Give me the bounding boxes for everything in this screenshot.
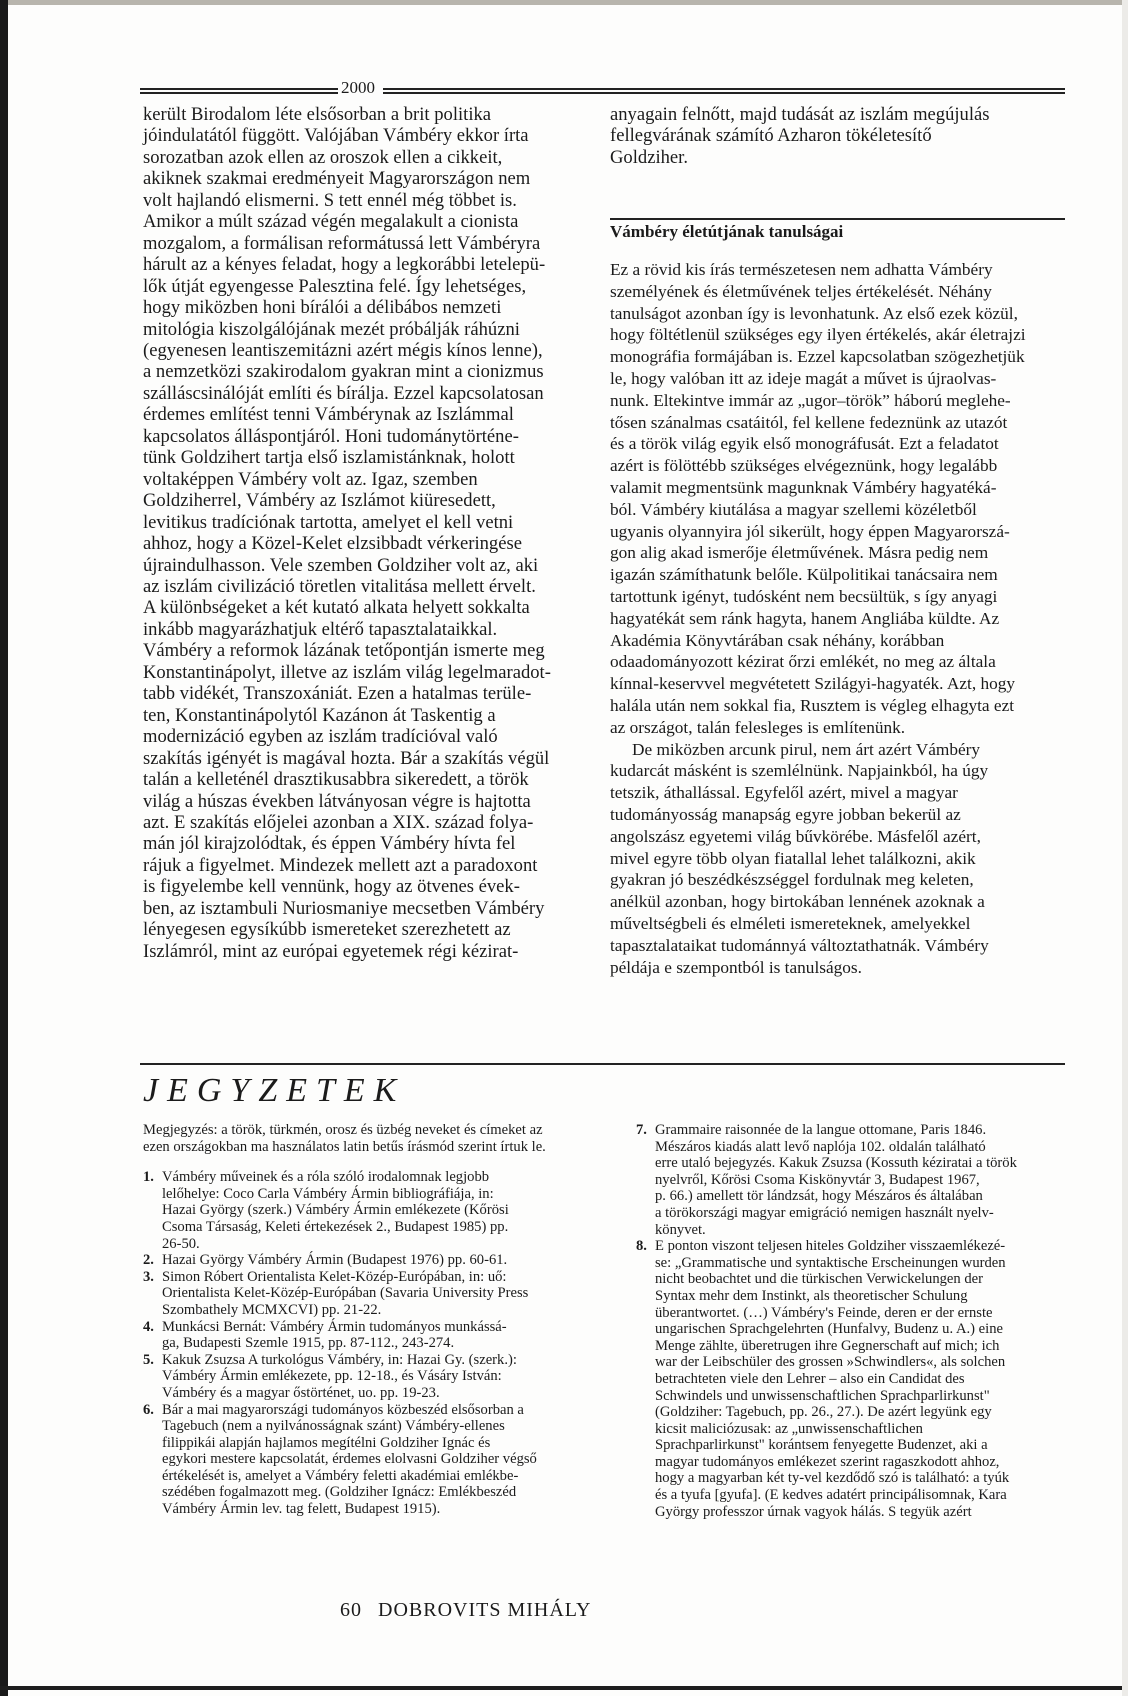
footnote-line: E ponton viszont teljesen hiteles Goldziher visszaemlékezé- — [655, 1238, 1006, 1255]
text-line: személyének és életművének teljes értékelését. Néhány — [610, 281, 992, 301]
author-name: DOBROVITS MIHÁLY — [378, 1599, 592, 1621]
scan-edge-left — [0, 0, 8, 1696]
text-line: inkább magyarázhatjuk eltérő tapasztalataikkal. — [143, 618, 498, 640]
text-line: és a török világ egyik első monográfusát. Ezt a feladatot — [610, 434, 999, 454]
text-line: valamit megmentsünk magunknak Vámbéry hagyatéká- — [610, 477, 997, 497]
footnote-line: ungarischen Sprachgelehrten (Hunfalvy, Budenz u. A.) eine — [655, 1321, 1003, 1338]
remark-line: ezen országokban ma használatos latin betűs írásmód szerint írtuk le. — [143, 1138, 546, 1155]
text-line: példája e szempontból is tanulságos. — [610, 957, 862, 977]
text-line: monográfia formájában is. Ezzel kapcsolatban szögezhetjük — [610, 347, 1025, 367]
text-line: tetszik, áthallással. Egyfelől azért, mivel a magyar — [610, 783, 958, 803]
text-line: hárult az a kényes feladat, hogy a legkorábbi letelepü- — [143, 254, 546, 276]
text-line: Konstantinápolyt, illetve az iszlám világ legelmaradot- — [143, 661, 551, 683]
text-line: tősen szánalmas csatáitól, fel kellene fedeznünk az utazót — [610, 412, 1008, 432]
paragraph-2 — [610, 739, 1040, 979]
footnote-line: Vámbéry Ármin emlékezete, pp. 12-18., és Vásáry István: — [162, 1368, 502, 1385]
footnote-number: 4. — [143, 1318, 154, 1335]
text-line: sorozatban azok ellen az oroszok ellen a cikkeit, — [143, 146, 503, 168]
scan-edge-right — [1122, 0, 1128, 1696]
text-line: A különbségeket a két kutató alkata helyett sokkalta — [143, 597, 530, 619]
footnote-item — [143, 1269, 546, 1319]
text-line: (egyenesen leantiszemitázni azért mégis kínos lenne), — [143, 339, 543, 361]
text-line: az iszlám civilizáció töretlen vitalitása mellett érvelt. — [143, 575, 536, 597]
footnote-line: Syntax mehr dem Instinkt, als theoretischer Schulung — [655, 1287, 968, 1304]
text-line: akiknek szakmai eredményeit Magyarországon nem — [143, 168, 531, 190]
footnote-line: filippikái alapján hajlamos megítélni Goldziher Ignác és — [162, 1434, 491, 1451]
footnote-item — [143, 1352, 546, 1402]
footnote-line: war der Leibschüler des grossen »Schwindlers«, als solchen — [655, 1354, 1006, 1371]
footnote-item — [143, 1402, 546, 1518]
running-head — [140, 78, 1065, 104]
footnote-number: 1. — [143, 1169, 154, 1186]
notes-right-column — [636, 1122, 1017, 1520]
footnote-line: betrachteten viele den Lehrer – also ein Candidat des — [655, 1370, 965, 1387]
text-line: Akadémia Könyvtárában csak néhány, korábban — [610, 630, 945, 650]
text-line: hogy föltétlenül szükséges egy ilyen értékelés, akár életrajzi — [610, 325, 1026, 345]
section-heading: Vámbéry életútjának tanulságai — [610, 222, 844, 241]
text-line: az országot, talán felesleges is említenünk. — [610, 717, 906, 737]
text-line: ugyanis olyannyira jól sikerült, hogy éppen Magyarorszá- — [610, 521, 1010, 541]
text-line: Ez a rövid kis írás természetesen nem adhatta Vámbéry — [610, 260, 993, 279]
text-line: a nemzetközi szakirodalom gyakran mint a cionizmus — [143, 361, 544, 383]
footnote-line: Hazai György Vámbéry Ármin (Budapest 1976) pp. 60-61. — [162, 1252, 508, 1269]
text-line: talán a kelleténél drasztikusabbra sikeredett, a török — [143, 769, 529, 791]
footnote-line: hogy a magyarban két ty-vel kezdődő szó is található: a tyúk — [655, 1470, 1010, 1487]
footnote-line: magyar tudományos emlékezet szerint ragaszkodott ahhoz, — [655, 1453, 1000, 1470]
footnote-line: ga, Budapesti Szemle 1915, pp. 87-112., 243-274. — [162, 1335, 455, 1352]
notes-left-column — [143, 1122, 546, 1518]
text-line: modernizáció egyben az iszlám tradícióval való — [143, 726, 498, 748]
text-line: azt. E szakítás előjelei azonban a XIX. század folya- — [143, 811, 534, 833]
text-line: szakítás igényét is magával hozta. Bár a szakítás végül — [143, 747, 550, 769]
scan-edge-top — [8, 0, 1128, 5]
footnote-line: nicht beobachtet und die türkischen Verwickelungen der — [655, 1271, 983, 1288]
footnote-line: Mészáros kiadás alatt levő naplója 102. oldalán található — [655, 1138, 986, 1155]
text-line: odaadományozott kézirat őrzi emlékét, no meg az általa — [610, 652, 996, 672]
text-line: Vámbéry a reformok lázának tetőpontján ismerte meg — [143, 640, 545, 662]
running-head-rule-right — [383, 88, 1065, 94]
page-number: 60 — [340, 1599, 362, 1621]
text-line: mán jól kirajzolódtak, és éppen Vámbéry hívta fel — [143, 833, 516, 855]
footnote-line: könyvet. — [655, 1221, 706, 1238]
text-line: igazán számíthatunk belőle. Külpolitikai tanácsaira nem — [610, 565, 998, 585]
section-rule — [610, 218, 1065, 220]
text-line: tünk Goldzihert tartja első iszlamistánknak, holott — [143, 447, 515, 469]
text-line: Iszlámról, mint az európai egyetemek régi kézirat- — [143, 940, 519, 962]
text-line: újraindulhasson. Vele szemben Goldziher volt az, aki — [143, 554, 539, 576]
footnote-line: szédében fogalmazott meg. (Goldziher Ignácz: Emlékbeszéd — [162, 1484, 517, 1501]
text-line: kapcsolatos álláspontjáról. Honi tudománytörténe- — [143, 425, 519, 447]
text-line: ten, Konstantinápolytól Kazánon át Taskentig a — [143, 704, 496, 726]
text-line: mivel egyre több olyan fiatallal lehet találkozni, akik — [610, 848, 976, 868]
footnote-line: 26-50. — [162, 1235, 200, 1252]
footnote-line: és a tyufa [gyufa]. (E kedves adatért principálisomnak, Kara — [655, 1487, 1007, 1504]
footnote-number: 7. — [636, 1122, 647, 1138]
right-column — [610, 104, 1040, 168]
text-line: Amikor a múlt század végén megalakult a cionista — [143, 211, 519, 233]
text-line: tanulságot azonban így is levonhatunk. Az első ezek közül, — [610, 303, 1018, 323]
text-line: érdemes említést tenni Vámbérynak az Iszlámmal — [143, 404, 514, 426]
footnote-number: 3. — [143, 1268, 154, 1285]
notes-remark — [143, 1122, 546, 1155]
footnote-number: 2. — [143, 1252, 154, 1269]
footnote-item — [143, 1169, 546, 1252]
footnote-item — [143, 1319, 546, 1352]
text-line: került Birodalom léte elsősorban a brit politika — [143, 104, 492, 125]
footnote-line: Kakuk Zsuzsa A turkológus Vámbéry, in: Hazai Gy. (szerk.): — [162, 1351, 517, 1368]
text-line: le, hogy valóban itt az ideje magát a művet is újraolvas- — [610, 368, 997, 388]
footnote-number: 5. — [143, 1351, 154, 1368]
page-footer — [340, 1599, 591, 1622]
left-column — [143, 104, 563, 962]
footnote-line: Tagebuch (nem a nyilvánosságnak szánt) Vámbéry-ellenes — [162, 1418, 505, 1435]
remark-line: Megjegyzés: a török, türkmén, orosz és üzbég neveket és címeket az — [143, 1122, 543, 1138]
notes-title: JEGYZETEK — [143, 1072, 406, 1109]
footnote-line: (Goldziher: Tagebuch, pp. 26., 27.). De azért legyünk egy — [655, 1404, 992, 1421]
scan-edge-bottom — [0, 1686, 1122, 1690]
text-line: hagyatékát sem ránk hagyta, hanem Angliába küldte. Az — [610, 608, 1000, 628]
notes-list-right — [636, 1122, 1017, 1520]
footnote-line: Simon Róbert Orientalista Kelet-Közép-Európában, in: uő: — [162, 1268, 507, 1285]
footnote-line: Hazai György (szerk.) Vámbéry Ármin emlékezete (Kőrösi — [162, 1202, 509, 1219]
footnote-item — [636, 1238, 1017, 1520]
text-line: szálláscsinálóját említi és bírálja. Ezzel kapcsolatosan — [143, 382, 544, 404]
running-head-year: 2000 — [341, 78, 375, 97]
footnote-line: kicsit maliciózusak: az „unwissenschaftlichen — [655, 1420, 923, 1437]
text-line: műveltségbeli és elméleti ismereteknek, amelyekkel — [610, 913, 971, 933]
text-line: ben, az isztambuli Nuriosmaniye mecsetben Vámbéry — [143, 897, 545, 919]
footnote-line: Schwindels und unwissenschaftlichen Sprachparlirkunst" — [655, 1387, 990, 1404]
footnote-line: erre utaló bejegyzés. Kakuk Zsuzsa (Kossuth kéziratai a török — [655, 1155, 1017, 1172]
footnote-line: überantwortet. (…) Vámbéry's Feinde, deren er der ernste — [655, 1304, 993, 1321]
text-line: jóindulatától függött. Valójában Vámbéry ekkor írta — [143, 125, 529, 147]
footnote-line: Sprachparlirkunst" korántsem fenyegette Budenzet, aki a — [655, 1437, 988, 1454]
text-line: nunk. Eltekintve immár az „ugor–török” háború meglehe- — [610, 390, 1011, 410]
text-line: mitológia kiszolgálójának mezét próbálják ráhúzni — [143, 318, 520, 340]
text-line: azért is fölöttébb szükséges elvégeznünk, hogy legalább — [610, 456, 998, 476]
notes-rule — [140, 1063, 1065, 1065]
running-head-rule-left — [140, 88, 338, 94]
text-line: halála után nem sokkal fia, Rusztem is végleg elhagyta ezt — [610, 695, 1015, 715]
footnote-line: Munkácsi Bernát: Vámbéry Ármin tudományos munkássá- — [162, 1318, 507, 1335]
footnote-line: értékelését is, amelyet a Vámbéry feletti akadémiai emlékbe- — [162, 1467, 519, 1484]
text-line: lényegesen egysíkúbb ismereteket szerezhetett az — [143, 919, 511, 941]
text-line: világ a húszas években látványosan végre is hajtotta — [143, 790, 531, 812]
footnote-line: Szombathely MCMXCVI) pp. 21-22. — [162, 1301, 382, 1318]
right-column-intro — [610, 104, 1040, 168]
text-line: kudarcát másként is szemlélnünk. Napjainkból, ha úgy — [610, 761, 989, 781]
footnote-line: a törökországi magyar emigráció nemigen használt nyelv- — [655, 1204, 994, 1221]
text-line: tapasztalataikat tudománnyá változtathatnák. Vámbéry — [610, 935, 989, 955]
footnote-line: lelőhelye: Coco Carla Vámbéry Ármin bibliográfiája, in: — [162, 1185, 494, 1202]
footnote-line: Menge zählte, überetrugen ihre Gegnerschaft auf mich; ich — [655, 1337, 1000, 1354]
footnote-line: egykori mestere kapcsolatát, érdemes elolvasni Goldziher végső — [162, 1451, 537, 1468]
text-line: lők útját egyengesse Palesztina felé. Így lehetséges, — [143, 275, 527, 297]
footnote-line: Csoma Társaság, Keleti értekezések 2., Budapest 1985) pp. — [162, 1218, 509, 1235]
text-line: kínnal-keservvel megvétetett Szilágyi-hagyaték. Azt, hogy — [610, 674, 1016, 694]
paragraph-1 — [610, 259, 1040, 739]
right-column-paragraphs — [610, 259, 1040, 978]
text-line: Goldziher. — [610, 146, 688, 168]
footnote-line: Vámbéry Ármin lev. tag felett, Budapest 1915). — [162, 1501, 441, 1518]
footnote-line: Orientalista Kelet-Közép-Európában (Savaria University Press — [162, 1285, 529, 1302]
footnote-line: Bár a mai magyarországi tudományos közbeszéd elsősorban a — [162, 1401, 524, 1418]
text-line: voltaképpen Vámbéry volt az. Igaz, szemben — [143, 468, 478, 490]
text-line: Goldziherrel, Vámbéry az Iszlámot kiüresedett, — [143, 490, 496, 512]
footnote-number: 8. — [636, 1238, 647, 1255]
footnote-line: nyelvről, Kőrösi Csoma Kiskönyvtár 3, Budapest 1967, — [655, 1171, 980, 1188]
text-line: anyagain felnőtt, majd tudását az iszlám megújulás — [610, 104, 990, 125]
text-line: tudományosság manapság egyre jobban bekerül az — [610, 804, 961, 824]
text-line: angolszász egyetemi világ bűvkörébe. Másfelől azért, — [610, 826, 981, 846]
text-line: anélkül azonban, hogy birtokában lennének azoknak a — [610, 892, 985, 912]
footnote-line: p. 66.) amellett tör lándzsát, hogy Mészáros és általában — [655, 1188, 983, 1205]
text-line: rájuk a figyelmet. Mindezek mellett azt a paradoxont — [143, 854, 538, 876]
footnote-line: se: „Grammatische und syntaktische Erscheinungen wurden — [655, 1254, 1006, 1271]
notes-list-left — [143, 1169, 546, 1517]
footnote-item — [636, 1122, 1017, 1238]
text-line: hogy miközben honi bírálói a délibábos nemzeti — [143, 297, 502, 319]
text-line: gyakran jó beszédkészséggel fordulnak meg keleten, — [610, 870, 974, 890]
text-line: volt hajlandó elismerni. S tett ennél még többet is. — [143, 189, 517, 211]
text-line: levitikus tradíciónak tartotta, amelyet el kell vetni — [143, 511, 514, 533]
footnote-number: 6. — [143, 1401, 154, 1418]
text-line: gon alig akad ismerője életművének. Másra pedig nem — [610, 543, 989, 563]
text-line: is figyelembe kell vennünk, hogy az ötvenes évek- — [143, 876, 520, 898]
text-line: mozgalom, a formálisan reformátussá lett Vámbéryra — [143, 232, 541, 254]
text-line: tabb vidékét, Transzoxániát. Ezen a hatalmas terüle- — [143, 683, 532, 705]
text-line: tartottunk igényt, tudósként nem becsültük, s így anyagi — [610, 586, 998, 606]
footnote-line: Vámbéry és a magyar őstörténet, uo. pp. 19-23. — [162, 1384, 440, 1401]
footnote-line: György professzor úrnak vagyok hálás. S tegyük azért — [655, 1503, 972, 1520]
text-line: De miközben arcunk pirul, nem árt azért Vámbéry — [632, 739, 981, 759]
text-line: ahhoz, hogy a Közel-Kelet elzsibbadt vérkeringése — [143, 533, 522, 555]
footnote-line: Vámbéry műveinek és a róla szóló irodalomnak legjobb — [162, 1169, 490, 1186]
footnote-line: Grammaire raisonnée de la langue ottomane, Paris 1846. — [655, 1122, 987, 1138]
text-line: fellegvárának számító Azharon tökéletesítő — [610, 125, 932, 147]
footnote-item — [143, 1252, 546, 1269]
text-line: ból. Vámbéry kiutálása a magyar szellemi közéletből — [610, 499, 977, 519]
